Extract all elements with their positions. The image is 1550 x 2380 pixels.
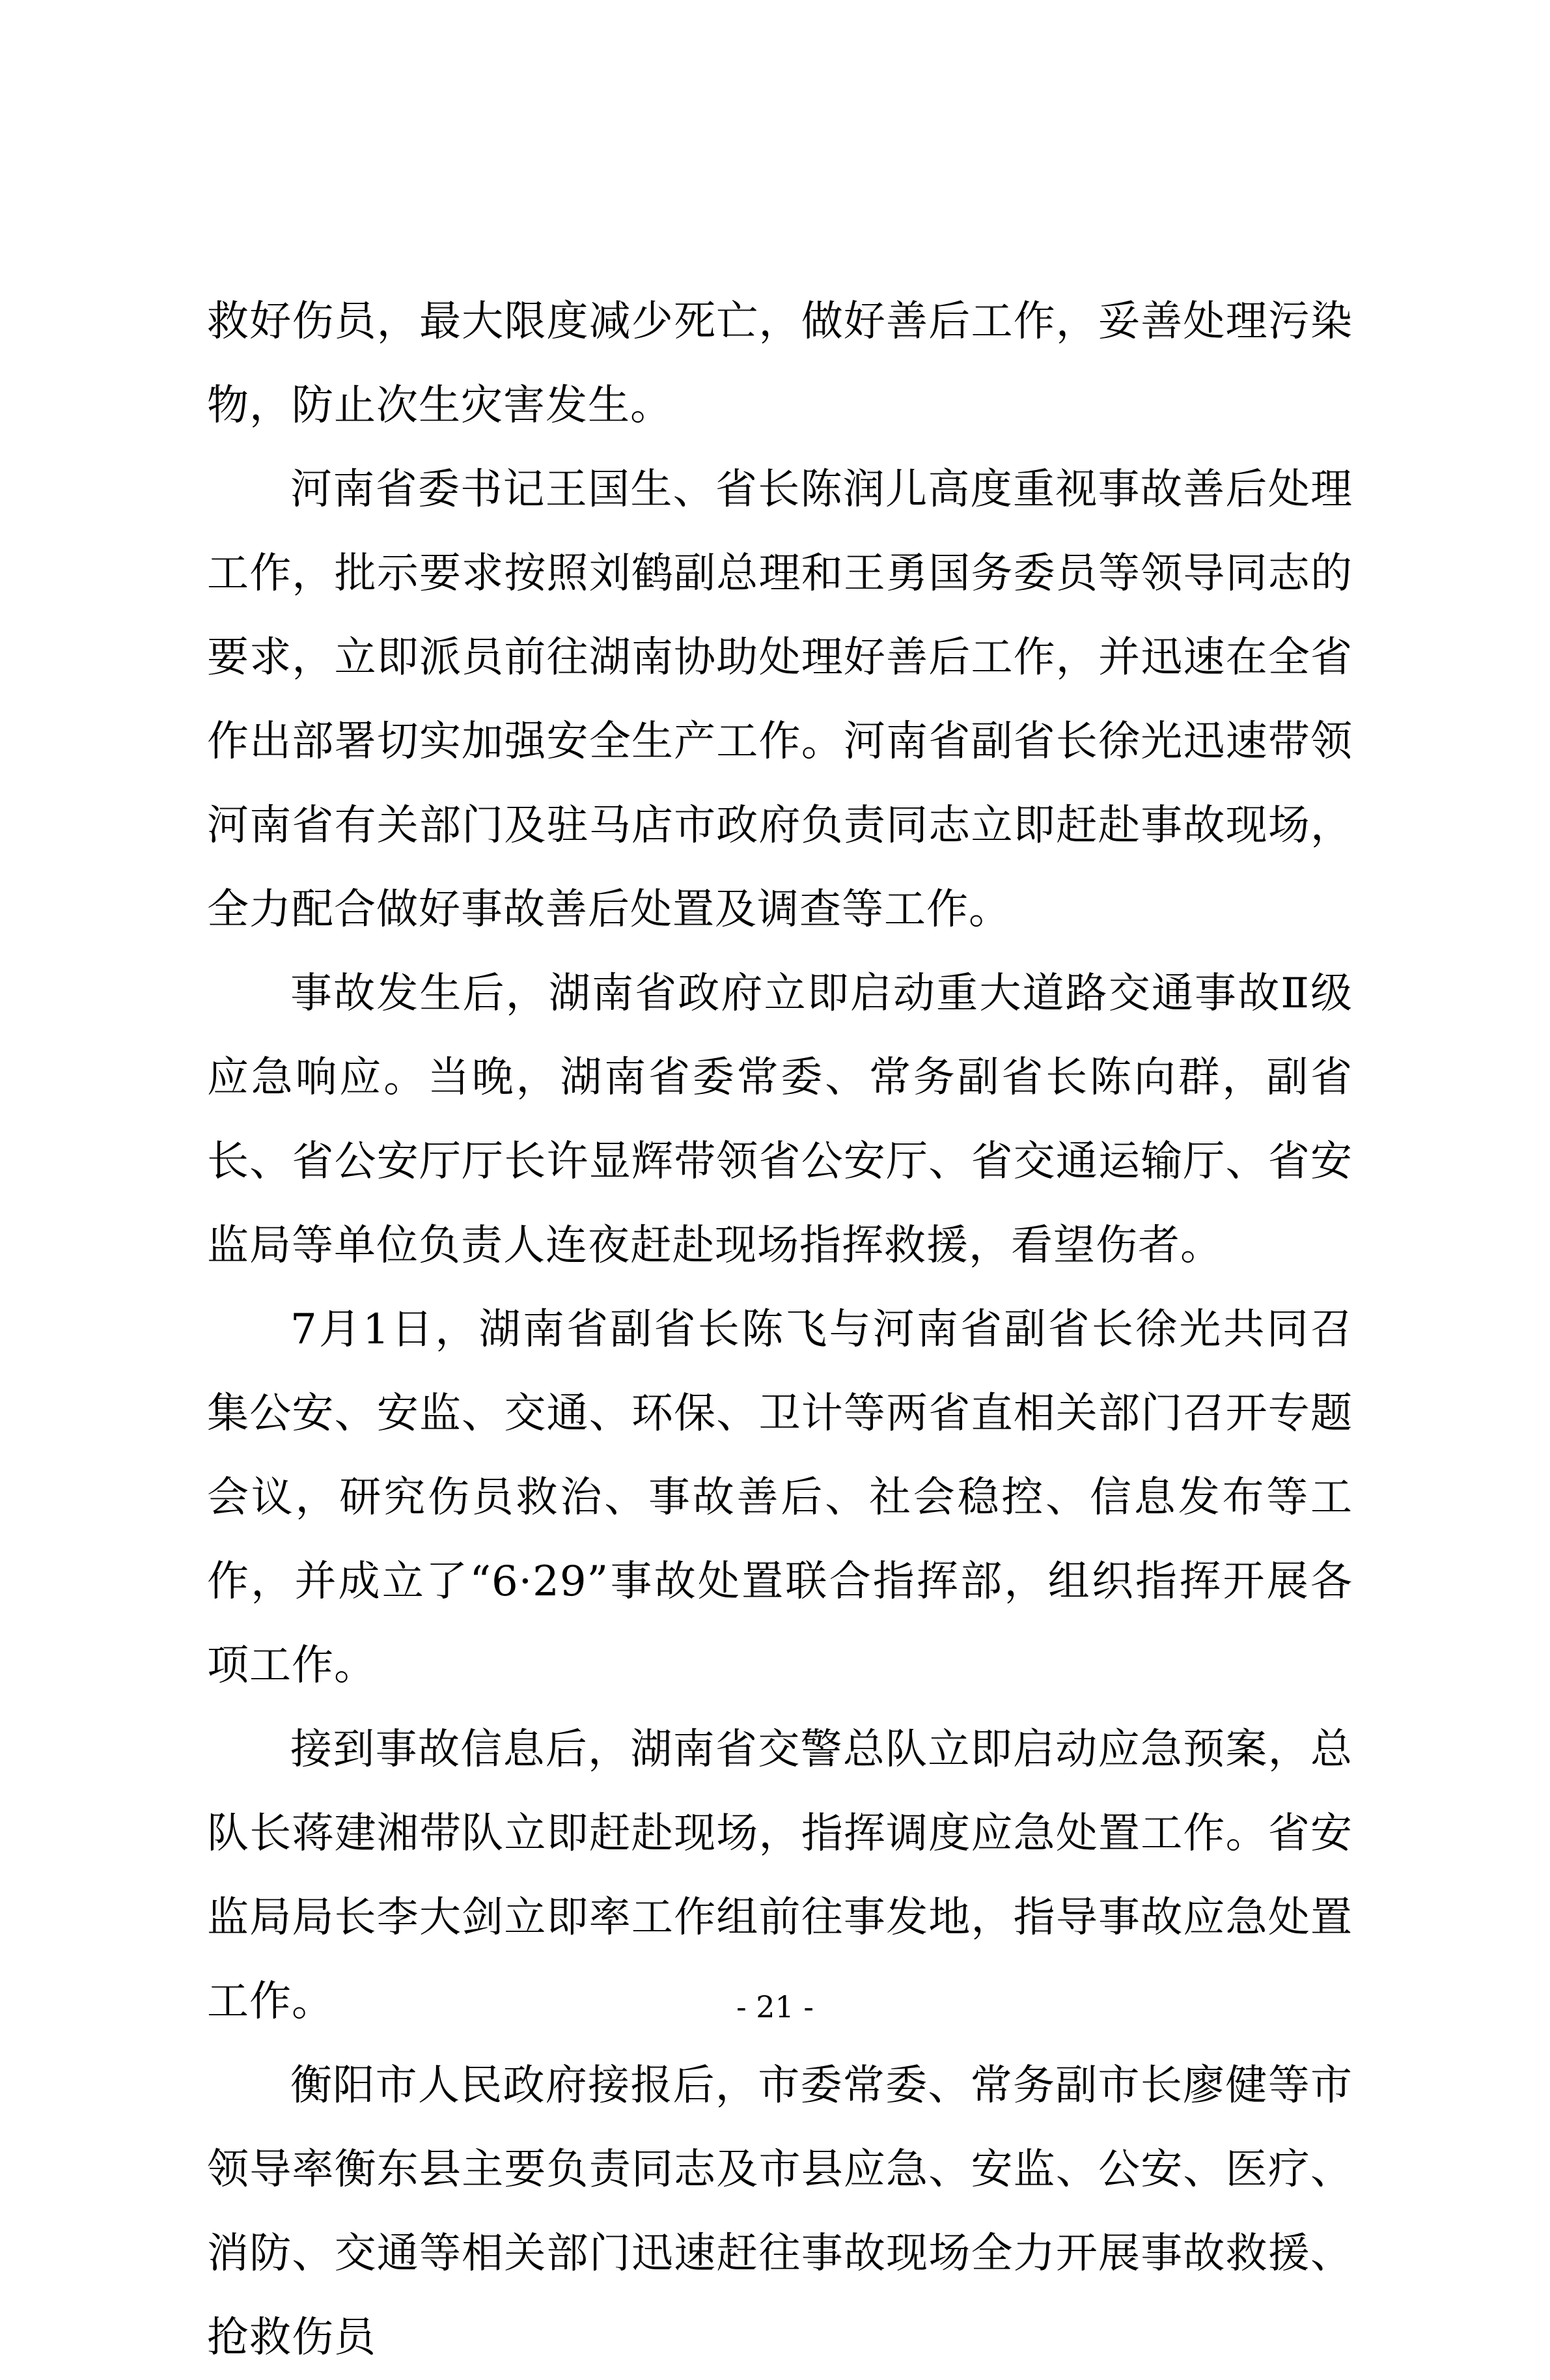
- paragraph-traffic-police: 接到事故信息后，湖南省交警总队立即启动应急预案，总队长蒋建湘带队立即赶赴现场，指挥调度应急处置工作。省安监局局长李大剑立即率工作组前往事发地，指导事故应急处置工作。: [207, 1726, 1353, 2026]
- paragraph-hengyang: 衡阳市人民政府接报后，市委常委、常务副市长廖健等市领导率衡东县主要负责同志及市县应急、安监、公安、医疗、消防、交通等相关部门迅速赶往事故现场全力开展事故救援、抢救伤员: [207, 2062, 1353, 2362]
- paragraph-joint-command: 7月1日，湖南省副省长陈飞与河南省副省长徐光共同召集公安、安监、交通、环保、卫计等两省直相关部门召开专题会议，研究伤员救治、事故善后、社会稳控、信息发布等工作，并成立了“6·29”事故处置联合指挥部，组织指挥开展各项工作。: [207, 1306, 1353, 1690]
- body-text: [207, 280, 1353, 2380]
- paragraph-henan-response: 河南省委书记王国生、省长陈润儿高度重视事故善后处理工作，批示要求按照刘鹤副总理和王勇国务委员等领导同志的要求，立即派员前往湖南协助处理好善后工作，并迅速在全省作出部署切实加强安全生产工作。河南省副省长徐光迅速带领河南省有关部门及驻马店市政府负责同志立即赶赴事故现场，全力配合做好事故善后处置及调查等工作。: [207, 466, 1353, 934]
- paragraph-hunan-emergency: 事故发生后，湖南省政府立即启动重大道路交通事故Ⅱ级应急响应。当晚，湖南省委常委、常务副省长陈向群，副省长、省公安厅厅长许显辉带领省公安厅、省交通运输厅、省安监局等单位负责人连夜赶赴现场指挥救援，看望伤者。: [207, 970, 1353, 1270]
- page-number: - 21 -: [736, 1989, 814, 2024]
- paragraph-continued: 救好伤员，最大限度减少死亡，做好善后工作，妥善处理污染物，防止次生灾害发生。: [207, 298, 1353, 430]
